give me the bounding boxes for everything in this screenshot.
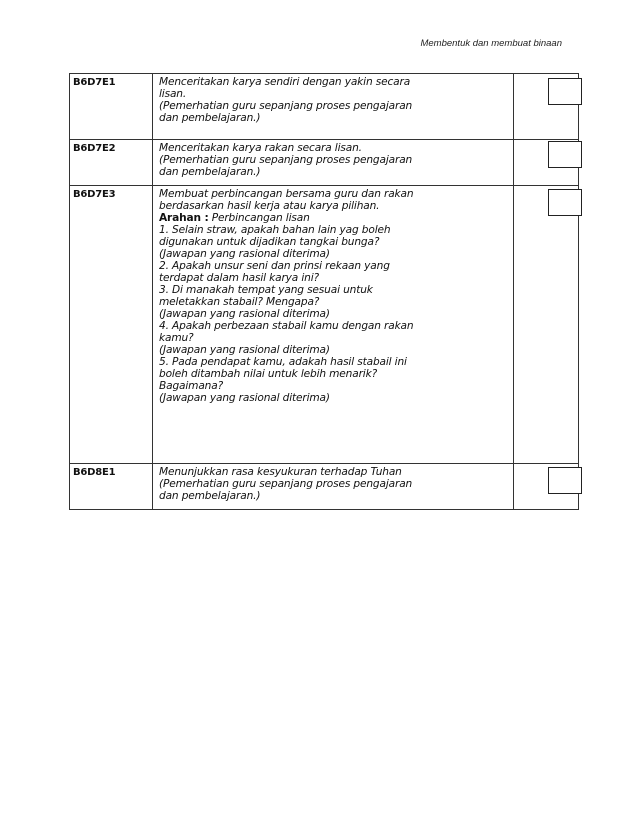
standard-description	[153, 140, 514, 186]
description-line: Menceritakan karya rakan secara lisan.	[159, 142, 362, 154]
instruction-text: Perbincangan lisan	[211, 212, 310, 224]
answer-note: (Jawapan yang rasional diterima)	[159, 248, 330, 260]
checkbox-cell	[514, 186, 579, 464]
question-line: kamu?	[159, 332, 194, 344]
description-line: (Pemerhatian guru sepanjang proses pengajaran	[159, 154, 413, 166]
description-line: Menceritakan karya sendiri dengan yakin secara	[159, 76, 411, 88]
assessment-checkbox[interactable]	[548, 78, 582, 105]
standard-code: B6D7E3	[70, 186, 153, 464]
question-line: 5. Pada pendapat kamu, adakah hasil stabail ini	[159, 356, 407, 368]
description-line: Membuat perbincangan bersama guru dan rakan	[159, 188, 414, 200]
table-row	[70, 186, 579, 464]
question-line: 4. Apakah perbezaan stabail kamu dengan rakan	[159, 320, 414, 332]
answer-note: (Jawapan yang rasional diterima)	[159, 344, 330, 356]
description-line: dan pembelajaran.)	[159, 490, 261, 502]
description-line: Menunjukkan rasa kesyukuran terhadap Tuhan	[159, 466, 402, 478]
standard-code: B6D8E1	[70, 464, 153, 510]
description-line: (Pemerhatian guru sepanjang proses pengajaran	[159, 100, 413, 112]
table-row	[70, 74, 579, 140]
question-line: 3. Di manakah tempat yang sesuai untuk	[159, 284, 373, 296]
description-line: (Pemerhatian guru sepanjang proses pengajaran	[159, 478, 413, 490]
assessment-checkbox[interactable]	[548, 141, 582, 168]
standard-description	[153, 74, 514, 140]
question-line: 1. Selain straw, apakah bahan lain yag boleh	[159, 224, 391, 236]
question-line: 2. Apakah unsur seni dan prinsi rekaan yang	[159, 260, 390, 272]
standard-description	[153, 464, 514, 510]
question-line: digunakan untuk dijadikan tangkai bunga?	[159, 236, 380, 248]
assessment-checkbox[interactable]	[548, 467, 582, 494]
answer-note: (Jawapan yang rasional diterima)	[159, 308, 330, 320]
checkbox-cell	[514, 74, 579, 140]
running-header: Membentuk dan membuat binaan	[420, 38, 562, 49]
instruction-line	[159, 212, 507, 224]
question-line: boleh ditambah nilai untuk lebih menarik?	[159, 368, 378, 380]
checkbox-cell	[514, 464, 579, 510]
description-line: lisan.	[159, 88, 187, 100]
instruction-label: Arahan :	[159, 212, 209, 224]
standard-description	[153, 186, 514, 464]
assessment-table	[69, 73, 579, 510]
standard-code: B6D7E1	[70, 74, 153, 140]
table-row	[70, 464, 579, 510]
description-line: dan pembelajaran.)	[159, 166, 261, 178]
assessment-checkbox[interactable]	[548, 189, 582, 216]
question-line: Bagaimana?	[159, 380, 224, 392]
description-line: berdasarkan hasil kerja atau karya pilihan.	[159, 200, 380, 212]
table-row	[70, 140, 579, 186]
checkbox-cell	[514, 140, 579, 186]
question-line: meletakkan stabail? Mengapa?	[159, 296, 320, 308]
answer-note: (Jawapan yang rasional diterima)	[159, 392, 330, 404]
question-line: terdapat dalam hasil karya ini?	[159, 272, 319, 284]
standard-code: B6D7E2	[70, 140, 153, 186]
description-line: dan pembelajaran.)	[159, 112, 261, 124]
